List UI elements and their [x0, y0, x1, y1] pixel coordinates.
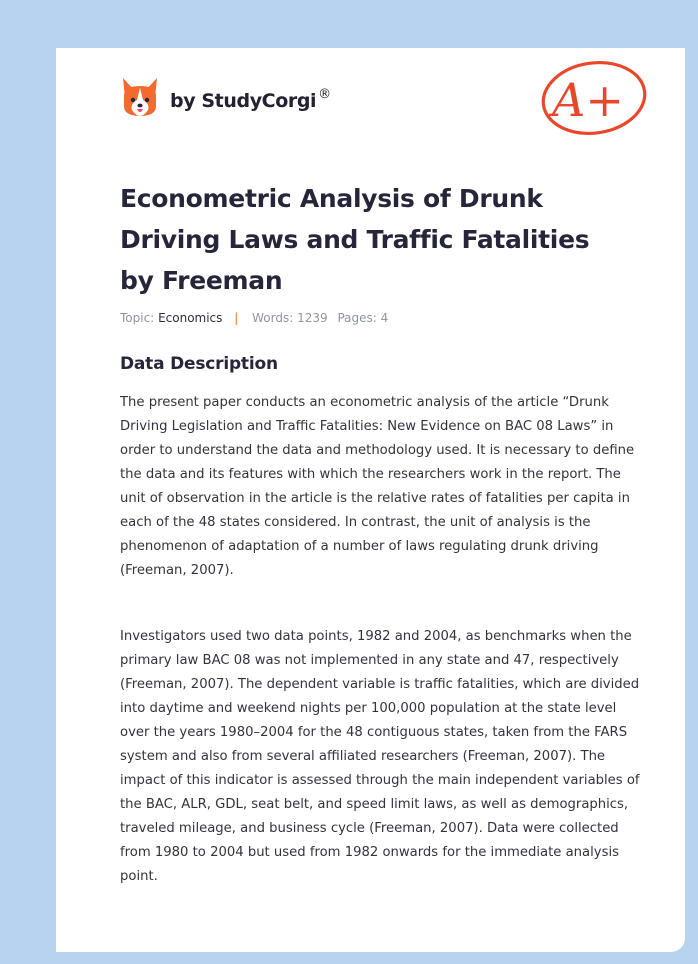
document-card — [56, 48, 685, 952]
grade-text: A+ — [552, 73, 624, 127]
brand-name-text: by StudyCorgi — [170, 90, 317, 112]
topic-label: Topic: — [120, 311, 155, 325]
document-meta — [120, 311, 388, 325]
brand-name — [170, 87, 331, 112]
meta-separator: | — [234, 311, 239, 325]
word-count: Words: 1239 — [252, 311, 328, 325]
section-heading: Data Description — [120, 354, 278, 374]
a-plus-grade-badge — [538, 58, 650, 140]
paragraph-2: Investigators used two data points, 1982 and 2004, as benchmarks when the primary law BAC 08 was not implemented in any state and 47, respectively (Freeman, 2007). The dependent variable is traffic fatalities, which are divided into daytime and weekend nights per 100,000 population at the state level over the years 1980–2004 for the 48 contiguous states, taken from the FARS system and also from several affiliated researchers (Freeman, 2007). The impact of this indicator is assessed through the main independent variables of the BAC, ALR, GDL, seat belt, and speed limit laws, as well as demographics, traveled mileage, and business cycle (Freeman, 2007). Data were collected from 1980 to 2004 but used from 1982 onwards for the immediate analysis point. — [120, 629, 640, 884]
paragraph-1: The present paper conducts an econometric analysis of the article “Drunk Driving Legislation and Traffic Fatalities: New Evidence on BAC 08 Laws” in order to understand the data and methodology used. It is necessary to define the data and its features with which the researchers work in the report. The unit of observation in the article is the relative rates of fatalities per capita in each of the 48 states considered. In contrast, the unit of analysis is the phenomenon of adaptation of a number of laws regulating drunk driving (Freeman, 2007). — [120, 395, 635, 578]
registered-mark: ® — [318, 87, 331, 102]
corgi-logo-icon — [120, 76, 160, 120]
page-count: Pages: 4 — [337, 311, 389, 325]
topic-link[interactable]: Economics — [158, 311, 223, 325]
page-title: Econometric Analysis of Drunk Driving Laws and Traffic Fatalities by Freeman — [120, 184, 590, 295]
brand-header[interactable] — [120, 76, 331, 120]
